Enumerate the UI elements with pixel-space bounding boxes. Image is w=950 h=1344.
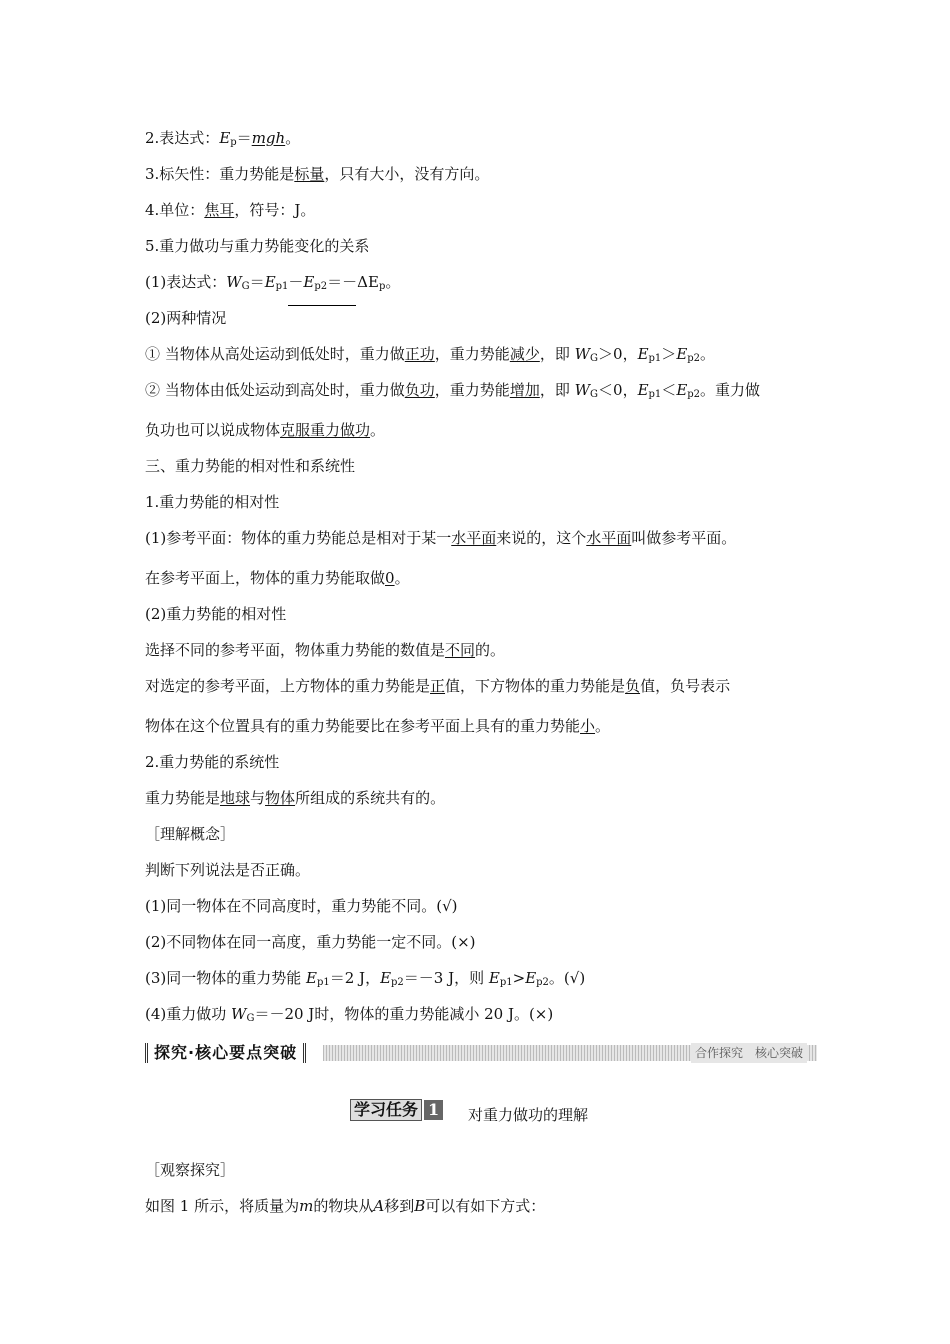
text-line-scalar: 3.标矢性：重力势能是标量，只有大小，没有方向。 — [145, 165, 490, 183]
text-line-sign: 对选定的参考平面，上方物体的重力势能是正值，下方物体的重力势能是负值，负号表示 — [145, 677, 731, 695]
text-line-case-1: ① 当物体从高处运动到低处时，重力做正功，重力势能减少，即 WG＞0，Ep1＞Ep2。 — [145, 345, 716, 364]
text-line-relativity: 1.重力势能的相对性 — [145, 493, 280, 511]
statement-3: (3)同一物体的重力势能 Ep1＝2 J，Ep2＝－3 J，则 Ep1>Ep2。(√) — [145, 969, 586, 988]
task-title: 对重力做功的理解 — [468, 1106, 589, 1124]
task-number: 1 — [424, 1100, 443, 1120]
text-line-expression: 2.表达式：Ep＝mgh。 — [145, 129, 301, 148]
text-line-zero: 在参考平面上，物体的重力势能取做0。 — [145, 569, 410, 587]
text-line-case-2: ② 当物体由低处运动到高处时，重力做负功，重力势能增加，即 WG＜0，Ep1＜Ep2。重力做 — [145, 381, 761, 400]
task-badge — [350, 1099, 443, 1121]
text-line-system: 2.重力势能的系统性 — [145, 753, 280, 771]
text-line-different: 选择不同的参考平面，物体重力势能的数值是不同的。 — [145, 641, 506, 659]
text-line-relativity-sub: (2)重力势能的相对性 — [145, 605, 287, 623]
text-line-formula: (1)表达式：WG＝Ep1－Ep2＝－ΔEp。 — [145, 273, 401, 292]
statement-1: (1)同一物体在不同高度时，重力势能不同。(√) — [145, 897, 458, 915]
formula-underline — [288, 305, 356, 306]
text-line-relation-heading: 5.重力做功与重力势能变化的关系 — [145, 237, 370, 255]
banner-subtitle: 合作探究 核心突破 — [691, 1043, 807, 1063]
text-line-two-cases: (2)两种情况 — [145, 309, 227, 327]
text-line-judge: 判断下列说法是否正确。 — [145, 861, 311, 879]
text-line-earth-object: 重力势能是地球与物体所组成的系统共有的。 — [145, 789, 446, 807]
text-line-case-2-cont: 负功也可以说成物体克服重力做功。 — [145, 421, 386, 439]
text-line-reference-plane: (1)参考平面：物体的重力势能总是相对于某一水平面来说的，这个水平面叫做参考平面。 — [145, 529, 737, 547]
task-label: 学习任务 — [350, 1099, 422, 1121]
banner-title: 探究·核心要点突破 — [145, 1043, 306, 1063]
text-line-unit: 4.单位：焦耳，符号：J。 — [145, 201, 316, 219]
section-banner — [145, 1043, 817, 1063]
text-line-understand: ［理解概念］ — [145, 825, 236, 843]
section-heading-relativity: 三、重力势能的相对性和系统性 — [145, 457, 356, 475]
text-line-observe: ［观察探究］ — [145, 1161, 236, 1179]
text-line-smaller: 物体在这个位置具有的重力势能要比在参考平面上具有的重力势能小。 — [145, 717, 611, 735]
text-line-figure-intro: 如图 1 所示，将质量为m的物块从A移到B可以有如下方式： — [145, 1197, 546, 1215]
statement-4: (4)重力做功 WG＝－20 J时，物体的重力势能减小 20 J。(×) — [145, 1005, 554, 1024]
statement-2: (2)不同物体在同一高度，重力势能一定不同。(×) — [145, 933, 476, 951]
